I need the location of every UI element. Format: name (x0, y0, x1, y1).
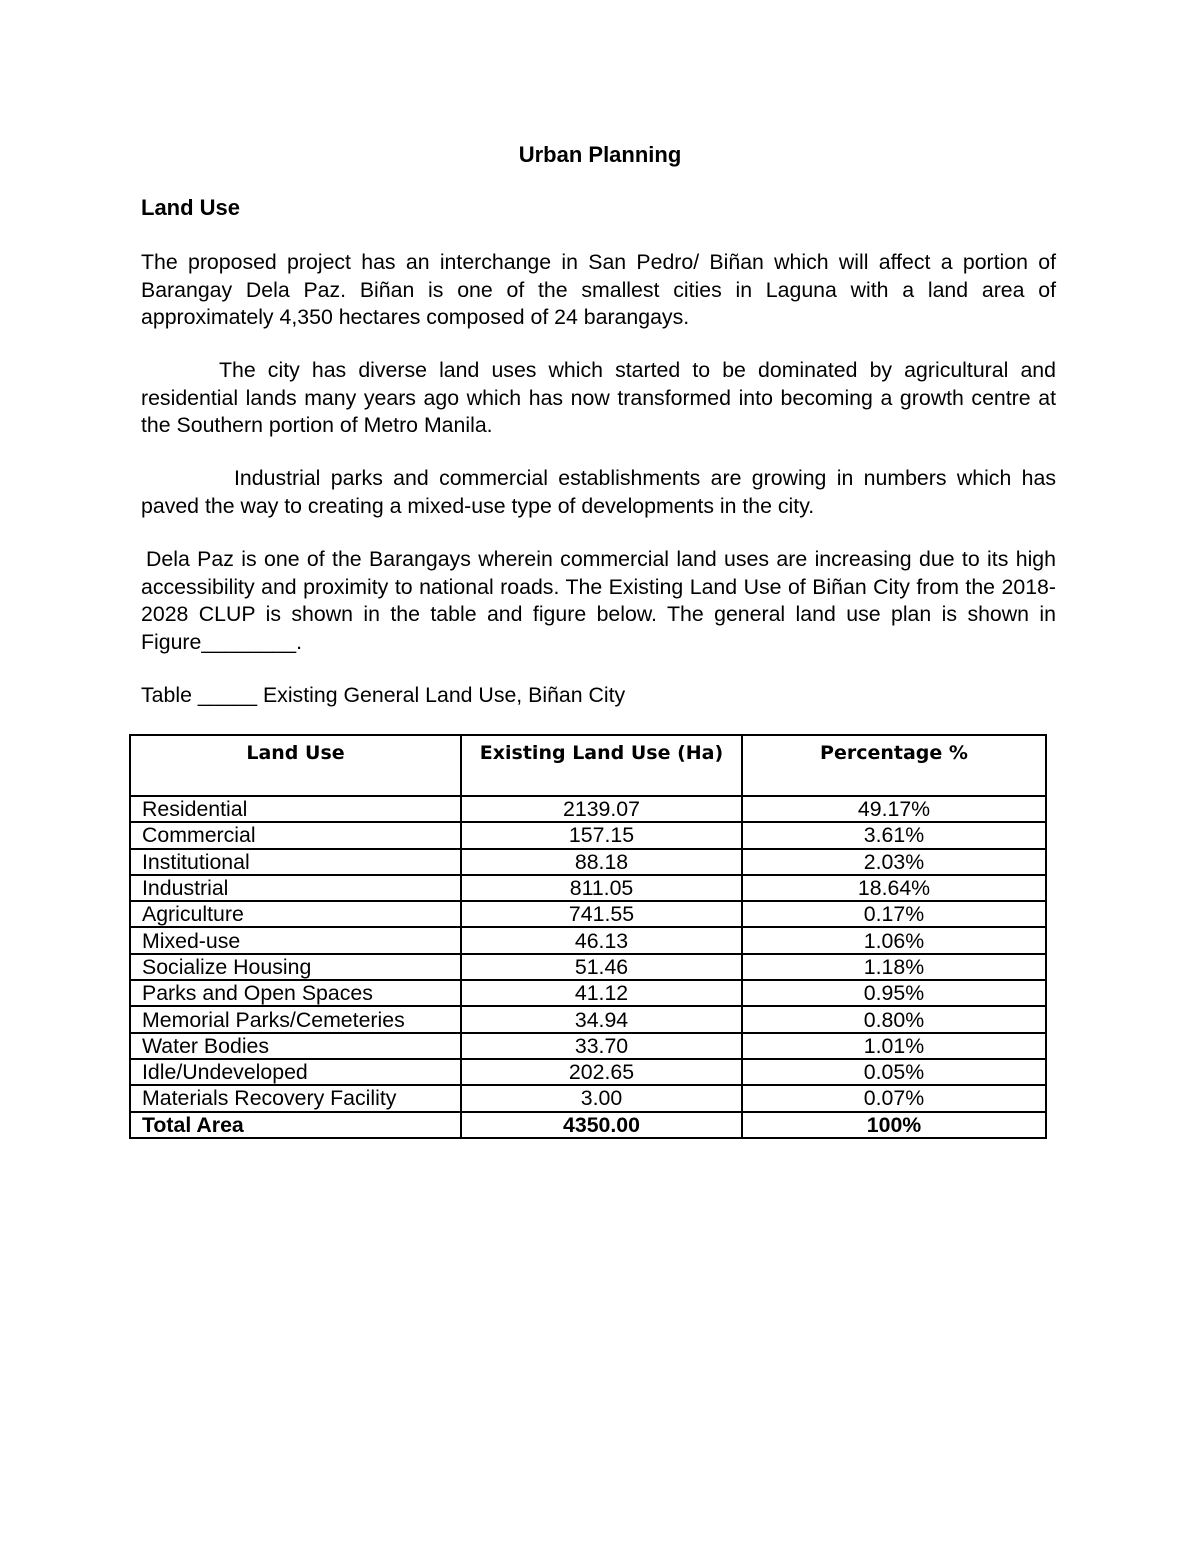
cell-land-use: Industrial (130, 875, 461, 901)
table-row (130, 1059, 1046, 1085)
paragraph-land-uses: The city has diverse land uses which started to be dominated by agricultural and residential lands many years ago which has now transformed into becoming a growth centre at the Southern portion of Metro Manila. (141, 358, 1056, 437)
cell-land-use: Water Bodies (130, 1033, 461, 1059)
cell-land-use: Institutional (130, 849, 461, 875)
header-percentage: Percentage % (742, 735, 1046, 796)
paragraph-intro: The proposed project has an interchange in San Pedro/ Biñan which will affect a portion of Barangay Dela Paz. Biñan is one of the smallest cities in Laguna with a land area of approximately 4,350 hectares composed of 24 barangays. (141, 250, 1056, 329)
cell-area: 811.05 (461, 875, 742, 901)
cell-area: 202.65 (461, 1059, 742, 1085)
table-row (130, 901, 1046, 927)
cell-area: 41.12 (461, 980, 742, 1006)
table-header-row (130, 735, 1046, 796)
cell-percent: 1.18% (742, 954, 1046, 980)
table-row (130, 1085, 1046, 1111)
cell-land-use: Memorial Parks/Cemeteries (130, 1006, 461, 1032)
cell-percent: 0.95% (742, 980, 1046, 1006)
paragraph-industrial: Industrial parks and commercial establishments are growing in numbers which has paved the way to creating a mixed-use type of developments in the city. (141, 466, 1056, 518)
land-use-table (129, 734, 1047, 1139)
document-title: Urban Planning (518, 142, 682, 167)
cell-area: 51.46 (461, 954, 742, 980)
cell-total-label: Total Area (130, 1112, 461, 1138)
section-heading: Land Use (141, 195, 241, 220)
cell-area: 2139.07 (461, 796, 742, 822)
cell-percent: 2.03% (742, 849, 1046, 875)
header-land-use: Land Use (130, 735, 461, 796)
cell-percent: 3.61% (742, 822, 1046, 848)
cell-percent: 0.05% (742, 1059, 1046, 1085)
cell-percent: 18.64% (742, 875, 1046, 901)
cell-total-percent: 100% (742, 1112, 1046, 1138)
table-row (130, 927, 1046, 953)
cell-percent: 0.07% (742, 1085, 1046, 1111)
table-row (130, 954, 1046, 980)
table-row (130, 980, 1046, 1006)
cell-land-use: Materials Recovery Facility (130, 1085, 461, 1111)
cell-total-area: 4350.00 (461, 1112, 742, 1138)
cell-area: 33.70 (461, 1033, 742, 1059)
cell-percent: 0.80% (742, 1006, 1046, 1032)
cell-land-use: Residential (130, 796, 461, 822)
cell-area: 157.15 (461, 822, 742, 848)
cell-land-use: Parks and Open Spaces (130, 980, 461, 1006)
table-row (130, 875, 1046, 901)
table-row (130, 849, 1046, 875)
cell-area: 741.55 (461, 901, 742, 927)
cell-area: 88.18 (461, 849, 742, 875)
cell-percent: 0.17% (742, 901, 1046, 927)
cell-area: 34.94 (461, 1006, 742, 1032)
cell-percent: 49.17% (742, 796, 1046, 822)
table-row (130, 1033, 1046, 1059)
cell-percent: 1.06% (742, 927, 1046, 953)
cell-area: 3.00 (461, 1085, 742, 1111)
paragraph-dela-paz: Dela Paz is one of the Barangays wherein commercial land uses are increasing due to its high accessibility and proximity to national roads. The Existing Land Use of Biñan City from the 2018-2028 CLUP is shown in the table and figure below. The general land use plan is shown in Figure________. (141, 547, 1056, 654)
cell-land-use: Agriculture (130, 901, 461, 927)
table-row (130, 1006, 1046, 1032)
cell-land-use: Socialize Housing (130, 954, 461, 980)
cell-area: 46.13 (461, 927, 742, 953)
cell-land-use: Idle/Undeveloped (130, 1059, 461, 1085)
table-row (130, 822, 1046, 848)
table-caption: Table _____ Existing General Land Use, Biñan City (141, 683, 626, 707)
table-row (130, 796, 1046, 822)
header-existing-area: Existing Land Use (Ha) (461, 735, 742, 796)
cell-land-use: Commercial (130, 822, 461, 848)
table-total-row (130, 1112, 1046, 1138)
cell-land-use: Mixed-use (130, 927, 461, 953)
cell-percent: 1.01% (742, 1033, 1046, 1059)
